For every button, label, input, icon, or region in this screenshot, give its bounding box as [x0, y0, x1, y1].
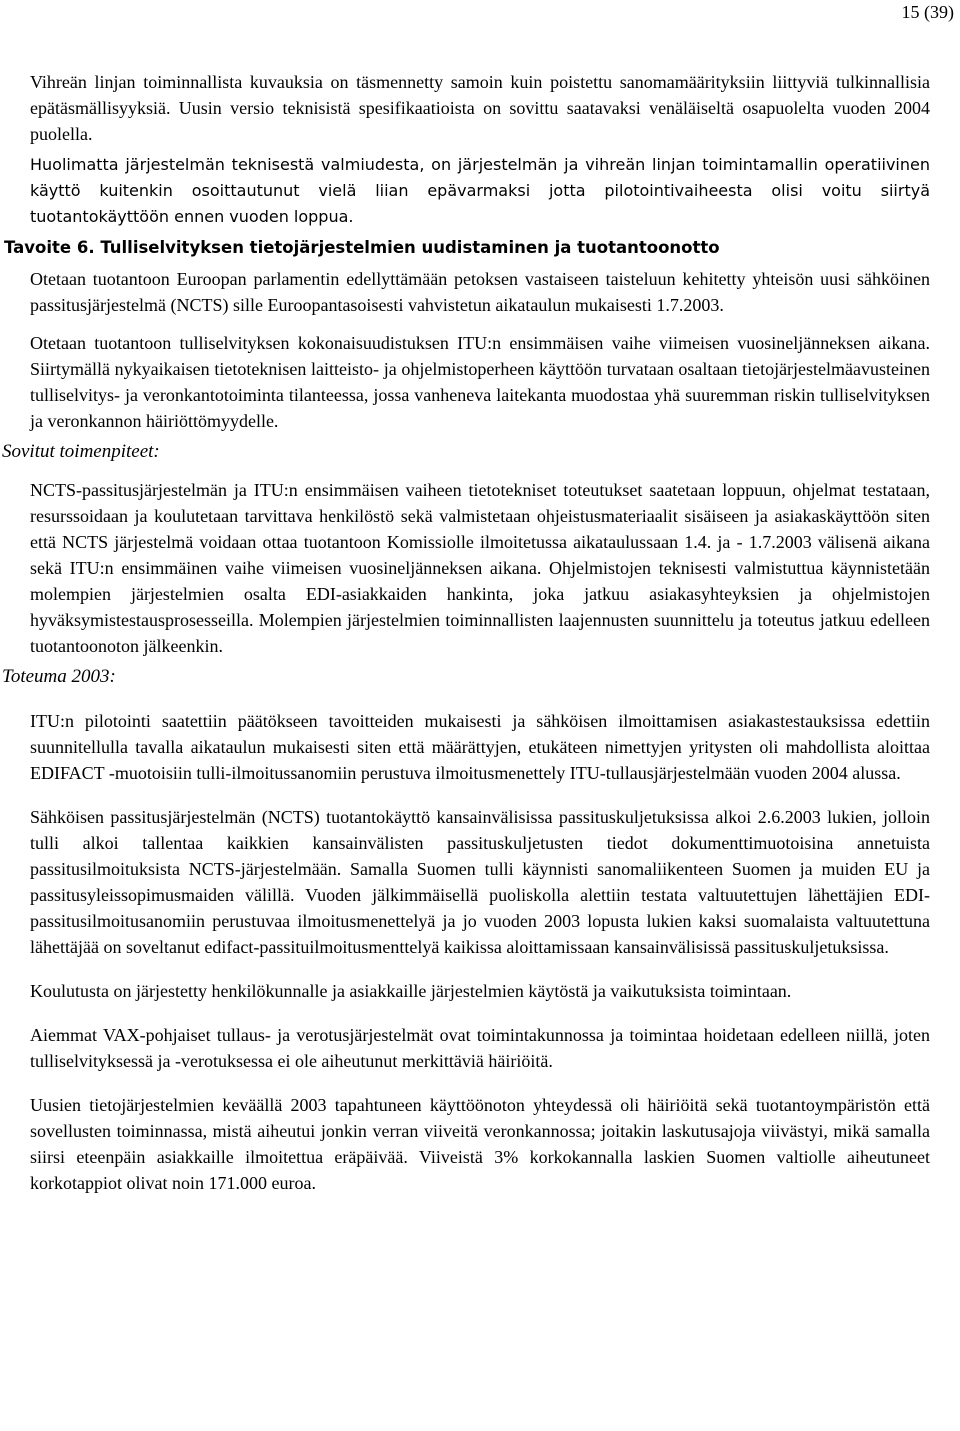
goal-heading: Tavoite 6. Tulliselvityksen tietojärjestelmien uudistaminen ja tuotantoonotto — [4, 238, 720, 257]
paragraph-ncts-production: Otetaan tuotantoon Euroopan parlamentin edellyttämään petoksen vastaiseen taisteluun kehitetty yhteisön uusi sähköinen passitusjärjestelmä (NCTS) sille Euroopantasoisesti vahvistetun aikataulun mukaisesti 1.7.2003. — [30, 269, 930, 315]
paragraph-deployment-issues: Uusien tietojärjestelmien keväällä 2003 tapahtuneen käyttöönoton yhteydessä oli häiriöitä sekä tuotantoympäristön että sovellusten toiminnassa, mistä aiheutui jonkin verran viiveitä veronkannossa; joitakin laskutusajoja viivästyi, mikä samalla siirsi eteenpäin asiakkaille ilmoitettua eräpäivää. Viiveistä 3% korkokannalla laskien Suomen valtiolle aiheutuneet korkotappiot olivat noin 171.000 euroa. — [30, 1095, 930, 1193]
outcome-heading: Toteuma 2003: — [2, 666, 116, 687]
document-body — [2, 69, 930, 1196]
paragraph-system-readiness: Huolimatta järjestelmän teknisestä valmiudesta, on järjestelmän ja vihreän linjan toimintamallin operatiivinen käyttö kuitenkin osoittautunut vielä liian epävarmaksi jotta pilotointivaiheesta olisi voitu siirtyä tuotantokäyttöön ennen vuoden loppua. — [30, 155, 930, 226]
paragraph-training: Koulutusta on järjestetty henkilökunnalle ja asiakkaille järjestelmien käytöstä ja vaikutuksista toimintaan. — [30, 981, 792, 1001]
page-number: 15 (39) — [901, 2, 954, 22]
measures-heading: Sovitut toimenpiteet: — [2, 441, 160, 462]
paragraph-measures: NCTS-passitusjärjestelmän ja ITU:n ensimmäisen vaiheen tietotekniset toteutukset saatetaan loppuun, ohjelmat testataan, resurssoidaan ja koulutetaan tarvittava henkilöstö sekä valmistetaan ohjeistusmateriaalit sisäiseen ja asiakaskäyttöön siten että NCTS järjestelmä voidaan ottaa tuotantoon Komissiolle ilmoitetussa aikataulussaan 1.4. ja - 1.7.2003 välisenä aikana sekä ITU:n ensimmäinen vaihe viimeisen vuosineljänneksen aikana. Ohjelmistojen teknisesti valmistuttua käynnistetään molempien järjestelmien osalta EDI-asiakkaiden hankinta, joka jatkuu asiakasyhteyksien ja ohjelmistojen hyväksymistestausprosesseilla. Molempien järjestelmien toiminnallisten laajennusten suunnittelu ja toteutus jatkuu edelleen tuotantoonoton jälkeenkin. — [30, 480, 930, 656]
paragraph-ncts-usage: Sähköisen passitusjärjestelmän (NCTS) tuotantokäyttö kansainvälisissa passituskuljetuksissa alkoi 2.6.2003 lukien, jolloin tulli alkoi tallentaa kaikkien kansainvälisten passituskuljetusten tiedot dokumenttimuotoisina annetuista passitusilmoituksista NCTS-järjestelmään. Samalla Suomen tulli käynnisti sanomaliikenteen Suomen ja muiden EU ja passitusyleissopimusmaiden välillä. Vuoden jälkimmäisellä puoliskolla alettiin testata valtuutettujen lähettäjien EDI-passitusilmoitusanomiin perustuvaa ilmoitusmenettelyä ja jo vuoden 2003 lopusta lukien kaksi suomalaista valtuutettuna lähettäjää on soveltanut edifact-passituilmoitusmenttelyä kaikissa aloittamissaan kansainvälisissä passituskuljetuksissa. — [30, 807, 930, 957]
paragraph-itu-production: Otetaan tuotantoon tulliselvityksen kokonaisuudistuksen ITU:n ensimmäisen vaihe viimeisen vuosineljänneksen aikana. Siirtymällä nykyaikaisen tietoteknisen laitteisto- ja ohjelmistoperheen käyttöön turvataan osaltaan tietojärjestelmäavusteinen tulliselvitys- ja veronkantotoiminta tilanteessa, jossa vanheneva laitekanta muodostaa yhä suuremman riskin tulliselvityksen ja veronkannon häiriöttömyydelle. — [30, 333, 930, 431]
paragraph-itu-pilot: ITU:n pilotointi saatettiin päätökseen tavoitteiden mukaisesti ja sähköisen ilmoittamisen asiakastestauksissa edettiin suunnitellulla tavalla aikataulun mukaisesti siten että määrättyjen, etukäteen nimettyjen yritysten oli mahdollista aloittaa EDIFACT -muotoisiin tulli-ilmoitussanomiin perustuva ilmoitusmenettely ITU-tullausjärjestelmään vuoden 2004 alussa. — [30, 711, 930, 783]
paragraph-vax-systems: Aiemmat VAX-pohjaiset tullaus- ja verotusjärjestelmät ovat toimintakunnossa ja toimintaa hoidetaan edelleen niillä, joten tulliselvityksessä ja -verotuksessa ei ole aiheutunut merkittäviä häiriöitä. — [30, 1025, 930, 1071]
paragraph-green-line-description: Vihreän linjan toiminnallista kuvauksia on täsmennetty samoin kuin poistettu sanomamäärityksiin liittyviä tulkinnallisia epätäsmällisyyksiä. Uusin versio teknisistä spesifikaatioista on sovittu saatavaksi venäläiseltä osapuolelta vuoden 2004 puolella. — [30, 72, 930, 144]
